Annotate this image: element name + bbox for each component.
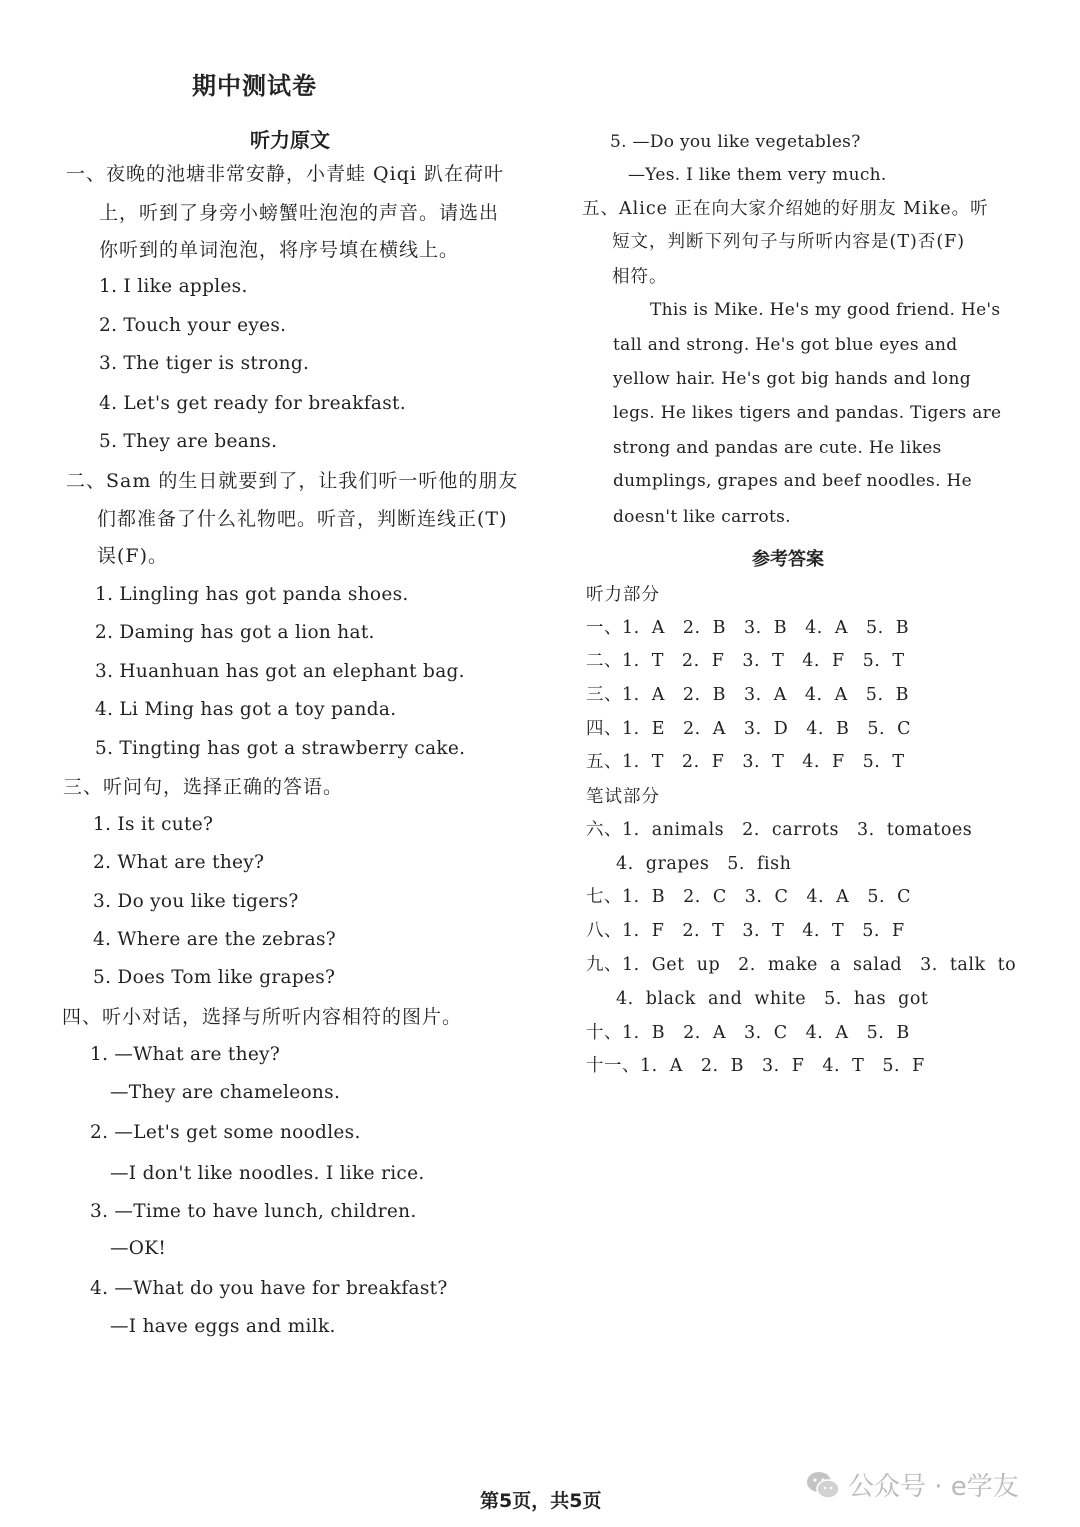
answer-row: 八、1. F 2. T 3. T 4. T 5. F <box>586 921 905 941</box>
passage-line: This is Mike. He's my good friend. He's <box>650 300 1001 320</box>
answers-heading: 参考答案 <box>752 549 824 570</box>
section5-intro-line: 五、Alice 正在向大家介绍她的好朋友 Mike。听 <box>582 199 989 219</box>
section2-intro-line: 们都准备了什么礼物吧。听音，判断连线正(T) <box>97 508 508 530</box>
section3-intro: 三、听问句，选择正确的答语。 <box>63 776 344 798</box>
answer-row: 六、1. animals 2. carrots 3. tomatoes <box>586 820 973 840</box>
section2-item: 1. Lingling has got panda shoes. <box>95 584 409 605</box>
passage-line: dumplings, grapes and beef noodles. He <box>613 471 972 491</box>
section5-intro-line: 相符。 <box>612 267 668 287</box>
section3-item: 2. What are they? <box>93 852 265 873</box>
dialogue-line: 1. —What are they? <box>90 1044 281 1065</box>
section3-item: 1. Is it cute? <box>93 814 214 835</box>
watermark-text: 公众号 · e学友 <box>848 1472 1019 1502</box>
answer-row: 四、1. E 2. A 3. D 4. B 5. C <box>586 719 911 739</box>
section1-item: 4. Let's get ready for breakfast. <box>99 393 406 414</box>
answer-row: 三、1. A 2. B 3. A 4. A 5. B <box>586 685 909 705</box>
section4-intro: 四、听小对话，选择与所听内容相符的图片。 <box>62 1006 463 1028</box>
answer-row: 4. black and white 5. has got <box>616 989 929 1009</box>
section2-item: 3. Huanhuan has got an elephant bag. <box>95 661 465 682</box>
dialogue-line: —I have eggs and milk. <box>110 1316 336 1337</box>
answer-row: 十一、1. A 2. B 3. F 4. T 5. F <box>586 1056 925 1076</box>
wechat-icon <box>806 1471 840 1499</box>
passage-line-text: tall and strong. He's got blue eyes and <box>613 335 958 355</box>
passage-line: legs. He likes tigers and pandas. Tigers are <box>613 403 1002 423</box>
section1-intro-line: 一、夜晚的池塘非常安静，小青蛙 Qiqi 趴在荷叶 <box>66 163 504 185</box>
section3-item: 4. Where are the zebras? <box>93 929 336 950</box>
answer-row: 七、1. B 2. C 3. C 4. A 5. C <box>586 887 911 907</box>
section2-intro-line: 误(F)。 <box>97 545 169 567</box>
dialogue-line: 5. —Do you like vegetables? <box>610 132 861 152</box>
passage-line: doesn't like carrots. <box>613 507 791 527</box>
listening-answers-label: 听力部分 <box>586 585 660 605</box>
section1-item: 3. The tiger is strong. <box>99 353 310 374</box>
section5-intro-line: 短文，判断下列句子与所听内容是(T)否(F) <box>612 232 966 252</box>
section1-intro-line: 你听到的单词泡泡，将序号填在横线上。 <box>99 239 460 261</box>
passage-line: yellow hair. He's got big hands and long <box>613 369 971 389</box>
section1-intro-line: 上，听到了身旁小螃蟹吐泡泡的声音。请选出 <box>99 202 500 224</box>
section3-item: 3. Do you like tigers? <box>93 891 299 912</box>
dialogue-line: —They are chameleons. <box>110 1082 341 1103</box>
answer-row: 五、1. T 2. F 3. T 4. F 5. T <box>586 752 905 772</box>
page-title: 期中测试卷 <box>192 72 317 100</box>
section2-item: 5. Tingting has got a strawberry cake. <box>95 738 466 759</box>
answer-row: 九、1. Get up 2. make a salad 3. talk to <box>586 955 1017 975</box>
answer-row: 4. grapes 5. fish <box>616 854 792 874</box>
answer-row: 十、1. B 2. A 3. C 4. A 5. B <box>586 1023 910 1043</box>
dialogue-line: 4. —What do you have for breakfast? <box>90 1278 448 1299</box>
dialogue-line: 3. —Time to have lunch, children. <box>90 1201 417 1222</box>
dialogue-line: 2. —Let's get some noodles. <box>90 1122 361 1143</box>
section2-intro-line: 二、Sam 的生日就要到了，让我们听一听他的朋友 <box>66 470 519 492</box>
written-answers-label: 笔试部分 <box>586 787 660 807</box>
section1-item: 5. They are beans. <box>99 431 278 452</box>
answer-row: 二、1. T 2. F 3. T 4. F 5. T <box>586 651 905 671</box>
section1-item: 2. Touch your eyes. <box>99 315 287 336</box>
section2-item: 2. Daming has got a lion hat. <box>95 622 375 643</box>
passage-line <box>613 337 999 354</box>
page-footer: 第5页，共5页 <box>480 1490 602 1512</box>
section1-item: 1. I like apples. <box>99 276 248 297</box>
dialogue-line: —OK! <box>110 1238 167 1259</box>
watermark <box>806 1466 1019 1503</box>
dialogue-line: —Yes. I like them very much. <box>628 165 887 185</box>
listening-script-heading: 听力原文 <box>250 128 330 152</box>
section3-item: 5. Does Tom like grapes? <box>93 967 336 988</box>
section2-item: 4. Li Ming has got a toy panda. <box>95 699 397 720</box>
dialogue-line: —I don't like noodles. I like rice. <box>110 1163 425 1184</box>
answer-row: 一、1. A 2. B 3. B 4. A 5. B <box>586 618 910 638</box>
passage-line: strong and pandas are cute. He likes <box>613 438 942 458</box>
